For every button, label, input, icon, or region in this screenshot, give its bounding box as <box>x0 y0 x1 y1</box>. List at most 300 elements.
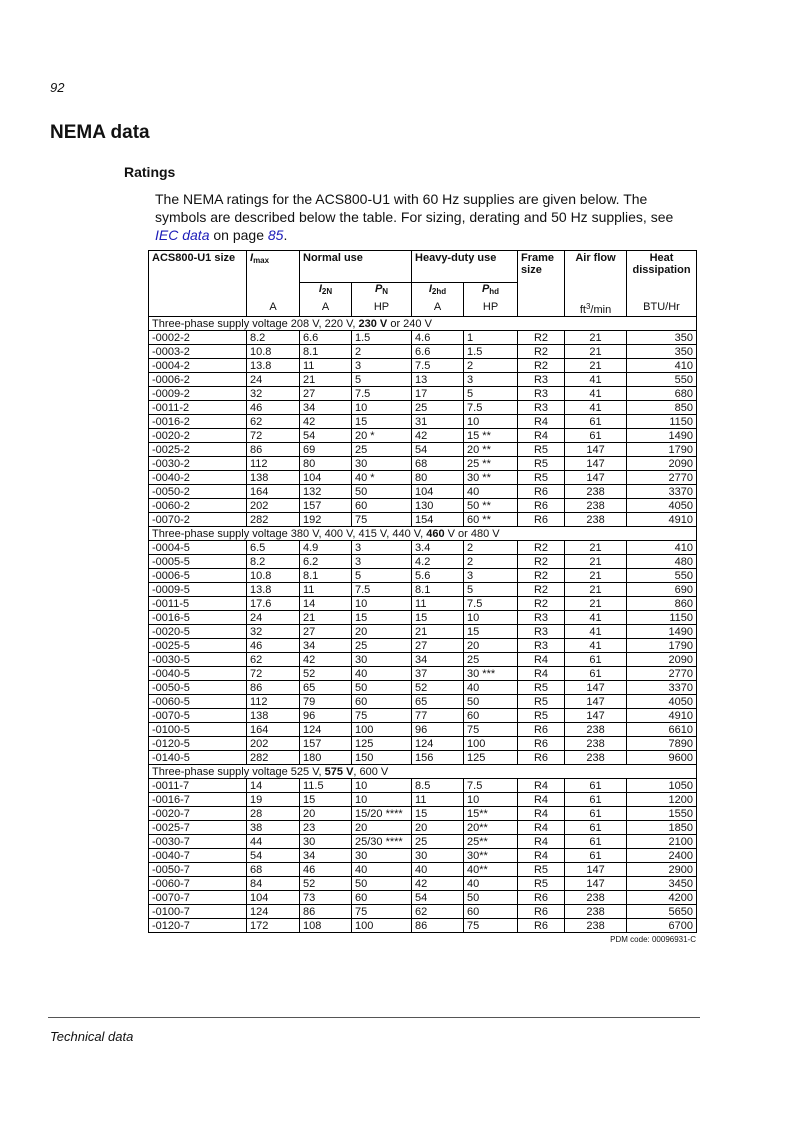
header-blank <box>149 283 247 302</box>
table-cell: 238 <box>565 905 627 919</box>
table-cell: 8.1 <box>300 345 352 359</box>
table-cell: 41 <box>565 611 627 625</box>
voltage-group-row <box>149 527 697 541</box>
subsection-title: Ratings <box>124 164 176 180</box>
header-heat-dissipation: Heat dissipation <box>627 251 697 283</box>
table-cell: 680 <box>627 387 697 401</box>
table-cell: 1.5 <box>464 345 518 359</box>
table-row <box>149 653 697 667</box>
table-cell: 10 <box>464 793 518 807</box>
table-cell: 25 ** <box>464 457 518 471</box>
table-cell: R4 <box>518 821 565 835</box>
table-cell: 11 <box>412 793 464 807</box>
table-cell: 86 <box>247 681 300 695</box>
table-row <box>149 877 697 891</box>
table-row <box>149 485 697 499</box>
table-cell: 350 <box>627 345 697 359</box>
table-row <box>149 807 697 821</box>
table-cell: 2 <box>464 541 518 555</box>
table-cell: 10 <box>352 793 412 807</box>
table-cell: R4 <box>518 849 565 863</box>
footer-divider <box>48 1017 700 1018</box>
table-row <box>149 359 697 373</box>
table-cell: R3 <box>518 611 565 625</box>
header-normal-use: Normal use <box>300 251 412 283</box>
table-cell: R2 <box>518 555 565 569</box>
header-i2n: $I_{2N}$ <box>300 283 352 302</box>
unit-imax: A <box>247 301 300 317</box>
table-cell: 147 <box>565 863 627 877</box>
table-cell: R3 <box>518 373 565 387</box>
table-cell: -0070-2 <box>149 513 247 527</box>
table-cell: 3.4 <box>412 541 464 555</box>
table-cell: 80 <box>300 457 352 471</box>
table-cell: 32 <box>247 387 300 401</box>
table-cell: 54 <box>300 429 352 443</box>
table-cell: 5650 <box>627 905 697 919</box>
table-cell: 6.5 <box>247 541 300 555</box>
table-cell: -0020-5 <box>149 625 247 639</box>
table-cell: R5 <box>518 709 565 723</box>
table-cell: 25 <box>464 653 518 667</box>
voltage-group-label: Three-phase supply voltage 380 V, 400 V, 415 V, 440 V, 460 V or 480 V <box>149 527 697 541</box>
table-cell: 410 <box>627 359 697 373</box>
table-cell: 41 <box>565 625 627 639</box>
table-cell: 104 <box>412 485 464 499</box>
table-cell: 4.2 <box>412 555 464 569</box>
table-cell: -0002-2 <box>149 331 247 345</box>
table-cell: 20 <box>352 625 412 639</box>
table-cell: 112 <box>247 457 300 471</box>
table-cell: 30 <box>412 849 464 863</box>
table-cell: 34 <box>300 401 352 415</box>
table-cell: R6 <box>518 499 565 513</box>
table-cell: 21 <box>412 625 464 639</box>
table-cell: 20 <box>412 821 464 835</box>
table-cell: R5 <box>518 443 565 457</box>
table-cell: 21 <box>565 569 627 583</box>
table-cell: 10 <box>464 415 518 429</box>
table-cell: 1.5 <box>352 331 412 345</box>
table-cell: 10 <box>352 597 412 611</box>
ratings-table-container <box>148 250 698 944</box>
table-row <box>149 891 697 905</box>
table-cell: 150 <box>352 751 412 765</box>
footer-text: Technical data <box>50 1029 134 1044</box>
table-cell: 20** <box>464 821 518 835</box>
table-cell: -0025-7 <box>149 821 247 835</box>
table-cell: 34 <box>412 653 464 667</box>
table-cell: 50 <box>352 877 412 891</box>
table-row <box>149 723 697 737</box>
table-cell: 46 <box>247 639 300 653</box>
table-cell: 41 <box>565 639 627 653</box>
table-cell: 7.5 <box>464 779 518 793</box>
table-cell: 61 <box>565 821 627 835</box>
table-cell: 32 <box>247 625 300 639</box>
voltage-group-row <box>149 765 697 779</box>
table-cell: R6 <box>518 513 565 527</box>
table-cell: 30 *** <box>464 667 518 681</box>
table-cell: 147 <box>565 443 627 457</box>
table-cell: -0060-7 <box>149 877 247 891</box>
table-cell: 7.5 <box>412 359 464 373</box>
table-cell: 11 <box>412 597 464 611</box>
table-cell: 54 <box>412 443 464 457</box>
table-cell: 15 ** <box>464 429 518 443</box>
table-cell: 130 <box>412 499 464 513</box>
table-cell: 61 <box>565 429 627 443</box>
table-cell: 65 <box>412 695 464 709</box>
table-cell: -0005-5 <box>149 555 247 569</box>
table-cell: 550 <box>627 373 697 387</box>
table-cell: -0011-2 <box>149 401 247 415</box>
table-cell: -0004-2 <box>149 359 247 373</box>
intro-text-end: . <box>283 227 288 243</box>
table-cell: 96 <box>412 723 464 737</box>
table-cell: 40 <box>412 863 464 877</box>
table-cell: 860 <box>627 597 697 611</box>
table-cell: 4050 <box>627 499 697 513</box>
table-cell: 13.8 <box>247 583 300 597</box>
table-cell: 282 <box>247 513 300 527</box>
table-cell: 1 <box>464 331 518 345</box>
table-cell: R4 <box>518 835 565 849</box>
table-row <box>149 569 697 583</box>
table-cell: 41 <box>565 387 627 401</box>
table-cell: -0070-7 <box>149 891 247 905</box>
table-cell: 350 <box>627 331 697 345</box>
table-cell: 30** <box>464 849 518 863</box>
table-cell: 238 <box>565 919 627 933</box>
header-air-flow: Air flow <box>565 251 627 283</box>
table-row <box>149 611 697 625</box>
header-size: ACS800-U1 size <box>149 251 247 283</box>
table-cell: 108 <box>300 919 352 933</box>
table-cell: R5 <box>518 877 565 891</box>
table-cell: 147 <box>565 695 627 709</box>
table-cell: 54 <box>247 849 300 863</box>
table-cell: 147 <box>565 877 627 891</box>
table-row <box>149 737 697 751</box>
header-blank <box>518 283 565 302</box>
table-cell: 104 <box>300 471 352 485</box>
table-cell: 238 <box>565 513 627 527</box>
table-cell: 2090 <box>627 653 697 667</box>
table-cell: 61 <box>565 779 627 793</box>
table-cell: 1850 <box>627 821 697 835</box>
table-cell: 21 <box>565 555 627 569</box>
header-blank <box>565 283 627 302</box>
iec-data-link[interactable]: IEC data <box>155 227 210 243</box>
table-cell: -0016-5 <box>149 611 247 625</box>
table-cell: 480 <box>627 555 697 569</box>
page-link[interactable]: 85 <box>267 227 284 243</box>
table-cell: 4.6 <box>412 331 464 345</box>
table-row <box>149 415 697 429</box>
table-cell: -0003-2 <box>149 345 247 359</box>
table-cell: 73 <box>300 891 352 905</box>
table-cell: 6.6 <box>412 345 464 359</box>
intro-text-middle: on page <box>209 227 268 243</box>
table-row <box>149 793 697 807</box>
table-row <box>149 471 697 485</box>
table-row <box>149 373 697 387</box>
table-cell: 62 <box>247 415 300 429</box>
table-cell: 10 <box>464 611 518 625</box>
table-cell: 15** <box>464 807 518 821</box>
table-cell: 238 <box>565 499 627 513</box>
table-cell: 21 <box>565 597 627 611</box>
table-row <box>149 513 697 527</box>
table-cell: -0060-2 <box>149 499 247 513</box>
table-cell: 4.9 <box>300 541 352 555</box>
table-cell: 410 <box>627 541 697 555</box>
table-cell: 21 <box>300 611 352 625</box>
table-row <box>149 681 697 695</box>
table-cell: 77 <box>412 709 464 723</box>
table-cell: 3370 <box>627 681 697 695</box>
table-cell: 202 <box>247 737 300 751</box>
table-cell: 34 <box>300 639 352 653</box>
table-cell: -0025-5 <box>149 639 247 653</box>
table-cell: 4200 <box>627 891 697 905</box>
table-cell: 40 <box>464 681 518 695</box>
table-cell: 11 <box>300 359 352 373</box>
table-cell: 42 <box>412 429 464 443</box>
table-row <box>149 639 697 653</box>
table-cell: 8.2 <box>247 555 300 569</box>
table-cell: 17.6 <box>247 597 300 611</box>
table-cell: -0040-7 <box>149 849 247 863</box>
table-cell: 132 <box>300 485 352 499</box>
unit-i2n: A <box>300 301 352 317</box>
table-cell: 25 <box>352 639 412 653</box>
table-cell: 75 <box>352 709 412 723</box>
table-cell: 8.1 <box>412 583 464 597</box>
table-cell: 50 ** <box>464 499 518 513</box>
table-cell: 3 <box>352 359 412 373</box>
table-cell: 11 <box>300 583 352 597</box>
table-cell: 10 <box>352 779 412 793</box>
table-cell: 2900 <box>627 863 697 877</box>
table-cell: 25** <box>464 835 518 849</box>
table-cell: 54 <box>412 891 464 905</box>
table-cell: R4 <box>518 793 565 807</box>
table-cell: 52 <box>300 877 352 891</box>
table-cell: 30 <box>352 653 412 667</box>
table-cell: 3 <box>352 555 412 569</box>
table-cell: R2 <box>518 597 565 611</box>
table-row <box>149 457 697 471</box>
page-number: 92 <box>50 80 65 95</box>
table-cell: R6 <box>518 723 565 737</box>
table-cell: 24 <box>247 611 300 625</box>
table-cell: -0016-7 <box>149 793 247 807</box>
table-row <box>149 597 697 611</box>
table-cell: -0040-2 <box>149 471 247 485</box>
table-cell: 21 <box>565 331 627 345</box>
table-cell: R2 <box>518 541 565 555</box>
table-cell: 21 <box>565 583 627 597</box>
table-body <box>149 317 697 933</box>
table-cell: 100 <box>464 737 518 751</box>
table-cell: 40 <box>352 863 412 877</box>
table-cell: 72 <box>247 429 300 443</box>
unit-i2hd: A <box>412 301 464 317</box>
table-cell: -0006-2 <box>149 373 247 387</box>
table-cell: -0011-7 <box>149 779 247 793</box>
table-cell: -0050-5 <box>149 681 247 695</box>
table-cell: 1790 <box>627 639 697 653</box>
table-cell: 1150 <box>627 611 697 625</box>
table-cell: 20 <box>300 807 352 821</box>
nema-ratings-table <box>148 250 697 933</box>
table-cell: R5 <box>518 471 565 485</box>
table-cell: 27 <box>300 625 352 639</box>
table-cell: -0100-7 <box>149 905 247 919</box>
table-cell: R3 <box>518 401 565 415</box>
table-cell: 60 <box>352 891 412 905</box>
table-cell: 42 <box>412 877 464 891</box>
table-cell: 125 <box>464 751 518 765</box>
unit-blank <box>149 301 247 317</box>
table-cell: 62 <box>247 653 300 667</box>
table-cell: 1200 <box>627 793 697 807</box>
table-row <box>149 821 697 835</box>
pdm-code: PDM code: 00096931-C <box>610 935 696 944</box>
table-cell: 164 <box>247 723 300 737</box>
table-cell: 40** <box>464 863 518 877</box>
table-cell: 68 <box>247 863 300 877</box>
table-cell: -0006-5 <box>149 569 247 583</box>
table-cell: -0011-5 <box>149 597 247 611</box>
table-cell: 75 <box>464 723 518 737</box>
table-cell: 86 <box>300 905 352 919</box>
table-cell: 100 <box>352 723 412 737</box>
table-cell: -0060-5 <box>149 695 247 709</box>
table-cell: 5 <box>352 373 412 387</box>
table-cell: 50 <box>352 681 412 695</box>
table-row <box>149 625 697 639</box>
table-cell: -0030-2 <box>149 457 247 471</box>
unit-phd: HP <box>464 301 518 317</box>
table-cell: 7890 <box>627 737 697 751</box>
table-row <box>149 499 697 513</box>
table-cell: R6 <box>518 919 565 933</box>
table-cell: 75 <box>352 513 412 527</box>
table-cell: -0050-7 <box>149 863 247 877</box>
table-cell: 3450 <box>627 877 697 891</box>
table-cell: 15 <box>300 793 352 807</box>
table-cell: -0016-2 <box>149 415 247 429</box>
table-cell: -0030-7 <box>149 835 247 849</box>
table-cell: 3 <box>464 373 518 387</box>
table-cell: 21 <box>565 359 627 373</box>
table-cell: 15/20 **** <box>352 807 412 821</box>
table-cell: -0004-5 <box>149 541 247 555</box>
table-cell: R5 <box>518 695 565 709</box>
table-cell: R5 <box>518 681 565 695</box>
table-cell: 2 <box>352 345 412 359</box>
table-cell: 44 <box>247 835 300 849</box>
table-cell: 61 <box>565 667 627 681</box>
table-cell: 850 <box>627 401 697 415</box>
table-cell: 1150 <box>627 415 697 429</box>
table-row <box>149 905 697 919</box>
table-cell: 10.8 <box>247 345 300 359</box>
table-cell: R6 <box>518 737 565 751</box>
table-cell: 86 <box>247 443 300 457</box>
table-cell: 15 <box>412 807 464 821</box>
table-cell: 8.2 <box>247 331 300 345</box>
table-row <box>149 863 697 877</box>
table-row <box>149 835 697 849</box>
table-cell: 172 <box>247 919 300 933</box>
table-cell: R4 <box>518 667 565 681</box>
table-cell: 238 <box>565 751 627 765</box>
table-cell: 61 <box>565 835 627 849</box>
table-row <box>149 345 697 359</box>
table-cell: 125 <box>352 737 412 751</box>
table-cell: -0050-2 <box>149 485 247 499</box>
table-cell: 75 <box>352 905 412 919</box>
table-cell: 75 <box>464 919 518 933</box>
table-cell: 550 <box>627 569 697 583</box>
table-cell: 25 <box>412 835 464 849</box>
header-blank <box>247 283 300 302</box>
table-cell: 61 <box>565 415 627 429</box>
header-blank <box>627 283 697 302</box>
header-pn: $P_N$ <box>352 283 412 302</box>
table-cell: 42 <box>300 653 352 667</box>
table-cell: 7.5 <box>464 597 518 611</box>
table-cell: 84 <box>247 877 300 891</box>
table-cell: R2 <box>518 359 565 373</box>
table-cell: R4 <box>518 653 565 667</box>
table-cell: R2 <box>518 345 565 359</box>
table-cell: 6.2 <box>300 555 352 569</box>
table-cell: 27 <box>300 387 352 401</box>
table-cell: 180 <box>300 751 352 765</box>
voltage-group-row <box>149 317 697 331</box>
unit-air-flow: $ft^3/\min$ <box>565 301 627 317</box>
table-cell: R2 <box>518 331 565 345</box>
table-cell: 46 <box>300 863 352 877</box>
table-cell: -0009-5 <box>149 583 247 597</box>
table-row <box>149 541 697 555</box>
table-cell: 15 <box>464 625 518 639</box>
table-cell: 3 <box>464 569 518 583</box>
table-cell: 6610 <box>627 723 697 737</box>
table-cell: R4 <box>518 429 565 443</box>
table-cell: 31 <box>412 415 464 429</box>
table-cell: 20 <box>352 821 412 835</box>
table-cell: R6 <box>518 751 565 765</box>
table-cell: R4 <box>518 415 565 429</box>
table-cell: 2770 <box>627 471 697 485</box>
table-cell: 10.8 <box>247 569 300 583</box>
table-cell: -0070-5 <box>149 709 247 723</box>
table-cell: 20 ** <box>464 443 518 457</box>
header-i2hd: $I_{2hd}$ <box>412 283 464 302</box>
table-cell: 13 <box>412 373 464 387</box>
table-cell: R3 <box>518 639 565 653</box>
table-row <box>149 429 697 443</box>
table-cell: 7.5 <box>352 583 412 597</box>
table-cell: 282 <box>247 751 300 765</box>
table-cell: 50 <box>352 485 412 499</box>
